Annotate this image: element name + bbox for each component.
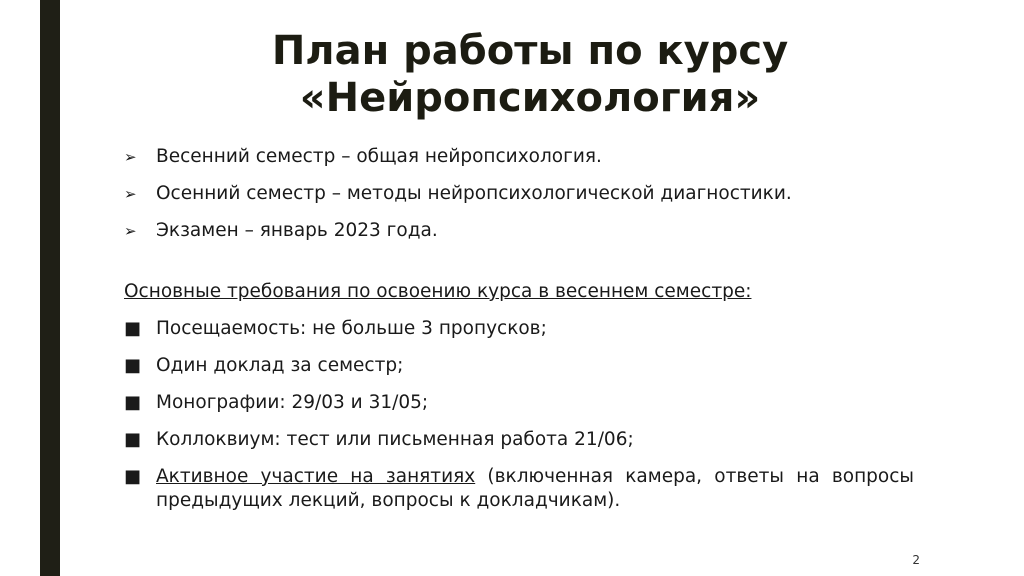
left-accent-bar bbox=[40, 0, 60, 576]
title-line-1: План работы по курсу bbox=[271, 28, 789, 74]
plan-item-text: Весенний семестр – общая нейропсихология. bbox=[156, 146, 602, 167]
requirement-text bbox=[156, 465, 914, 513]
slide-title bbox=[120, 28, 940, 122]
requirement-text: Монографии: 29/03 и 31/05; bbox=[156, 392, 429, 413]
page-number: 2 bbox=[912, 553, 920, 567]
title-line-2: «Нейропсихология» bbox=[299, 75, 761, 121]
requirement-participation bbox=[124, 465, 914, 513]
requirement-text: Коллоквиум: тест или письменная работа 21/06; bbox=[156, 429, 634, 450]
arrow-bullet-icon: ➢ bbox=[124, 148, 137, 166]
requirement-report bbox=[124, 354, 914, 378]
arrow-bullet-icon: ➢ bbox=[124, 222, 137, 240]
requirement-monographs bbox=[124, 391, 914, 415]
square-bullet-icon: ■ bbox=[124, 392, 142, 413]
square-bullet-icon: ■ bbox=[124, 429, 142, 450]
requirement-rest: (включенная камера, ответы на вопросы предыдущих лекций, вопросы к докладчикам). bbox=[156, 466, 915, 511]
requirements-heading: Основные требования по освоению курса в весеннем семестре: bbox=[124, 281, 752, 302]
square-bullet-icon: ■ bbox=[124, 466, 142, 487]
plan-item-text: Осенний семестр – методы нейропсихологической диагностики. bbox=[156, 183, 792, 204]
plan-item-exam bbox=[124, 219, 914, 243]
square-bullet-icon: ■ bbox=[124, 318, 142, 339]
plan-item-autumn bbox=[124, 182, 914, 206]
requirement-attendance bbox=[124, 317, 914, 341]
arrow-bullet-icon: ➢ bbox=[124, 185, 137, 203]
requirement-colloquium bbox=[124, 428, 914, 452]
requirement-underlined-part: Активное участие на занятиях bbox=[156, 466, 476, 487]
requirement-text: Один доклад за семестр; bbox=[156, 355, 404, 376]
square-bullet-icon: ■ bbox=[124, 355, 142, 376]
slide-body bbox=[124, 145, 914, 526]
plan-item-text: Экзамен – январь 2023 года. bbox=[156, 220, 438, 241]
plan-item-spring bbox=[124, 145, 914, 169]
requirement-text: Посещаемость: не больше 3 пропусков; bbox=[156, 318, 547, 339]
